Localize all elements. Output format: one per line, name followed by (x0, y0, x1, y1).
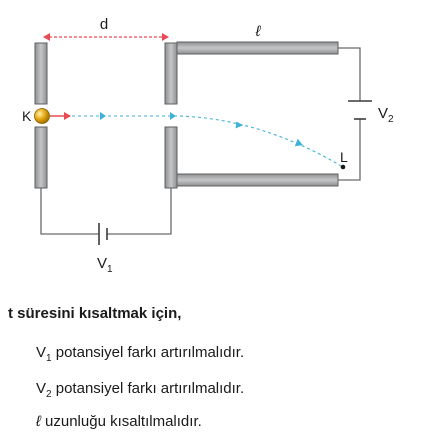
option-text: uzunluğu kısaltılmalıdır. (40, 413, 202, 430)
battery-v2 (348, 101, 372, 119)
option-text: potansiyel farkı artırılmalıdır. (51, 344, 245, 361)
circuit-wires (41, 48, 360, 234)
bottom-horizontal-plate (177, 174, 338, 186)
trajectory-arrowheads (100, 112, 304, 149)
point-l-label: L (340, 149, 348, 165)
option-symbol: V (36, 380, 47, 397)
top-horizontal-plate (177, 42, 338, 54)
option-symbol: V (36, 344, 47, 361)
battery-v1 (99, 223, 107, 245)
middle-plate-top (165, 43, 177, 104)
question-stem: t süresini kısaltmak için, (8, 305, 182, 322)
v1-label: $V_1$ (97, 255, 113, 275)
particle-ball (35, 109, 50, 124)
option-subscript: 2 (46, 389, 52, 400)
d-label: d (99, 16, 109, 33)
point-l-dot (341, 165, 346, 170)
v2-label: $V_2$ (378, 105, 394, 125)
point-k-label: K (22, 108, 32, 124)
option-text: potansiyel farkı artırılmalıdır. (51, 380, 245, 397)
length-label: ℓ (255, 23, 261, 40)
option-symbol: ℓ (36, 413, 41, 430)
trajectory-path (72, 116, 343, 167)
middle-plate-bottom (165, 127, 177, 188)
left-plate-top (35, 43, 47, 104)
left-plate-bottom (35, 127, 47, 188)
option-subscript: 1 (46, 353, 52, 364)
